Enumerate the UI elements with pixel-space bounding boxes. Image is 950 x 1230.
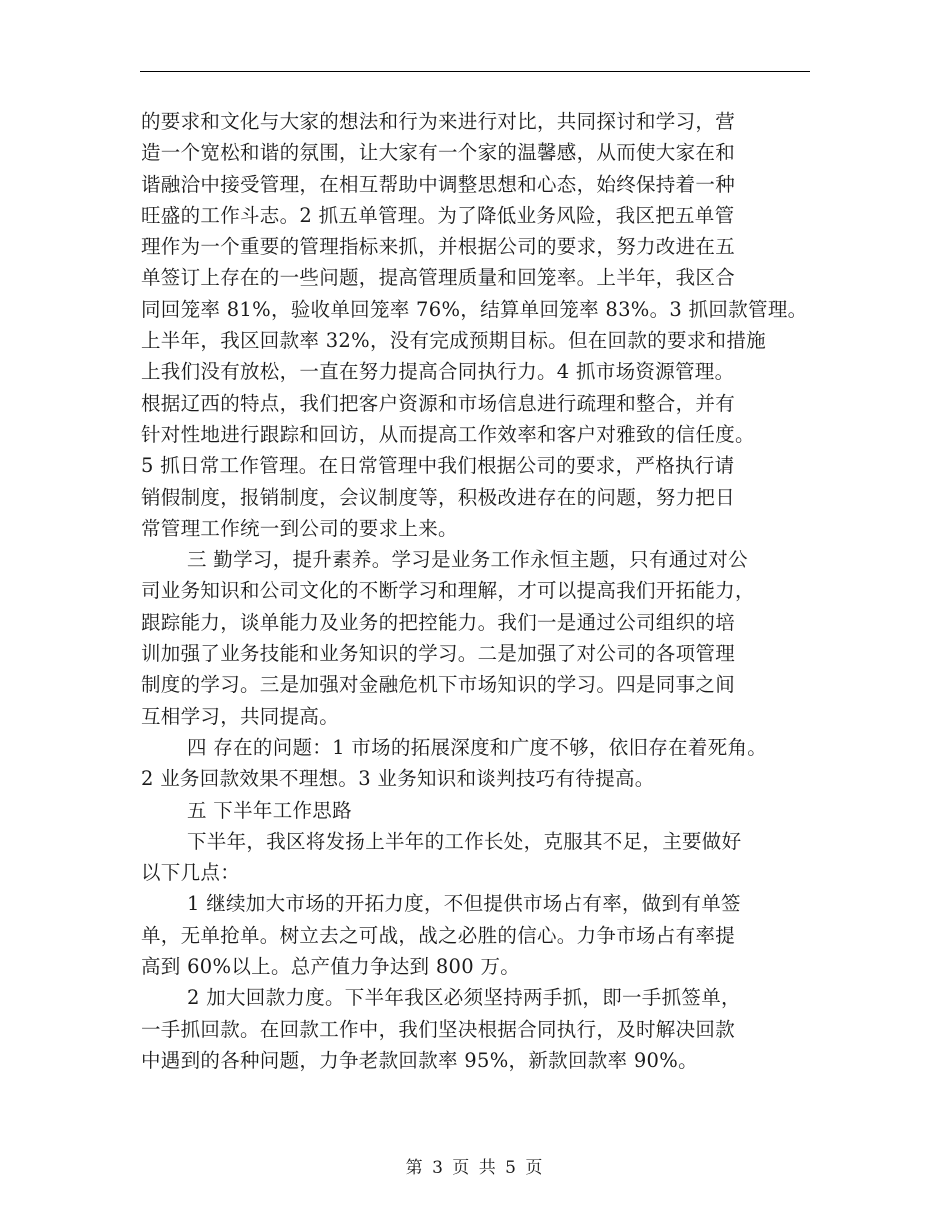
text-line: 单，无单抢单。树立去之可战，战之必胜的信心。力争市场占有率提 — [141, 923, 736, 947]
text-line: 理作为一个重要的管理指标来抓，并根据公司的要求，努力改进在五 — [141, 235, 736, 259]
text-line: 以下几点： — [141, 861, 241, 885]
page-footer: 第 3 页 共 5 页 — [405, 1158, 545, 1178]
text-line: 互相学习，共同提高。 — [141, 704, 340, 728]
text-line: 训加强了业务技能和业务知识的学习。二是加强了对公司的各项管理 — [141, 642, 736, 666]
text-line: 常管理工作统一到公司的要求上来。 — [141, 516, 458, 540]
text-line: 中遇到的各种问题，力争老款回款率 95%，新款回款率 90%。 — [141, 1048, 698, 1072]
text-line: 单签订上存在的一些问题，提高管理质量和回笼率。上半年，我区合 — [141, 266, 736, 290]
text-line: 制度的学习。三是加强对金融危机下市场知识的学习。四是同事之间 — [141, 673, 736, 697]
text-line: 针对性地进行跟踪和回访，从而提高工作效率和客户对雅致的信任度。 — [141, 422, 755, 446]
text-line: 2 业务回款效果不理想。3 业务知识和谈判技巧有待提高。 — [141, 767, 655, 791]
text-line: 五 下半年工作思路 — [187, 798, 352, 822]
text-line: 司业务知识和公司文化的不断学习和理解，才可以提高我们开拓能力， — [141, 579, 755, 603]
text-line: 2 加大回款力度。下半年我区必须坚持两手抓，即一手抓签单， — [187, 986, 741, 1010]
text-line: 造一个宽松和谐的氛围，让大家有一个家的温馨感，从而使大家在和 — [141, 141, 736, 165]
text-line: 三 勤学习，提升素养。学习是业务工作永恒主题，只有通过对公 — [187, 548, 748, 572]
text-line: 同回笼率 81%，验收单回笼率 76%，结算单回笼率 83%。3 抓回款管理。 — [141, 297, 808, 321]
text-line: 5 抓日常工作管理。在日常管理中我们根据公司的要求，严格执行请 — [141, 454, 735, 478]
header-rule — [140, 71, 810, 72]
text-line: 销假制度，报销制度，会议制度等，积极改进存在的问题，努力把日 — [141, 485, 736, 509]
text-line: 上半年，我区回款率 32%，没有完成预期目标。但在回款的要求和措施 — [141, 329, 766, 353]
text-line: 跟踪能力，谈单能力及业务的把控能力。我们一是通过公司组织的培 — [141, 610, 736, 634]
text-line: 的要求和文化与大家的想法和行为来进行对比，共同探讨和学习，营 — [141, 110, 736, 133]
text-line: 一手抓回款。在回款工作中，我们坚决根据合同执行，及时解决回款 — [141, 1017, 736, 1041]
text-line: 根据辽西的特点，我们把客户资源和市场信息进行疏理和整合，并有 — [141, 391, 736, 415]
text-line: 高到 60%以上。总产值力争达到 800 万。 — [141, 955, 521, 979]
text-line: 下半年，我区将发扬上半年的工作长处，克服其不足，主要做好 — [187, 829, 742, 853]
text-line: 1 继续加大市场的开拓力度，不但提供市场占有率，做到有单签 — [187, 892, 741, 916]
document-body — [141, 106, 831, 1076]
text-line: 上我们没有放松，一直在努力提高合同执行力。4 抓市场资源管理。 — [141, 360, 735, 384]
text-line: 四 存在的问题：1 市场的拓展深度和广度不够，依旧存在着死角。 — [187, 735, 768, 759]
text-line: 谐融洽中接受管理，在相互帮助中调整思想和心态，始终保持着一种 — [141, 172, 736, 196]
text-line: 旺盛的工作斗志。2 抓五单管理。为了降低业务风险，我区把五单管 — [141, 203, 735, 227]
